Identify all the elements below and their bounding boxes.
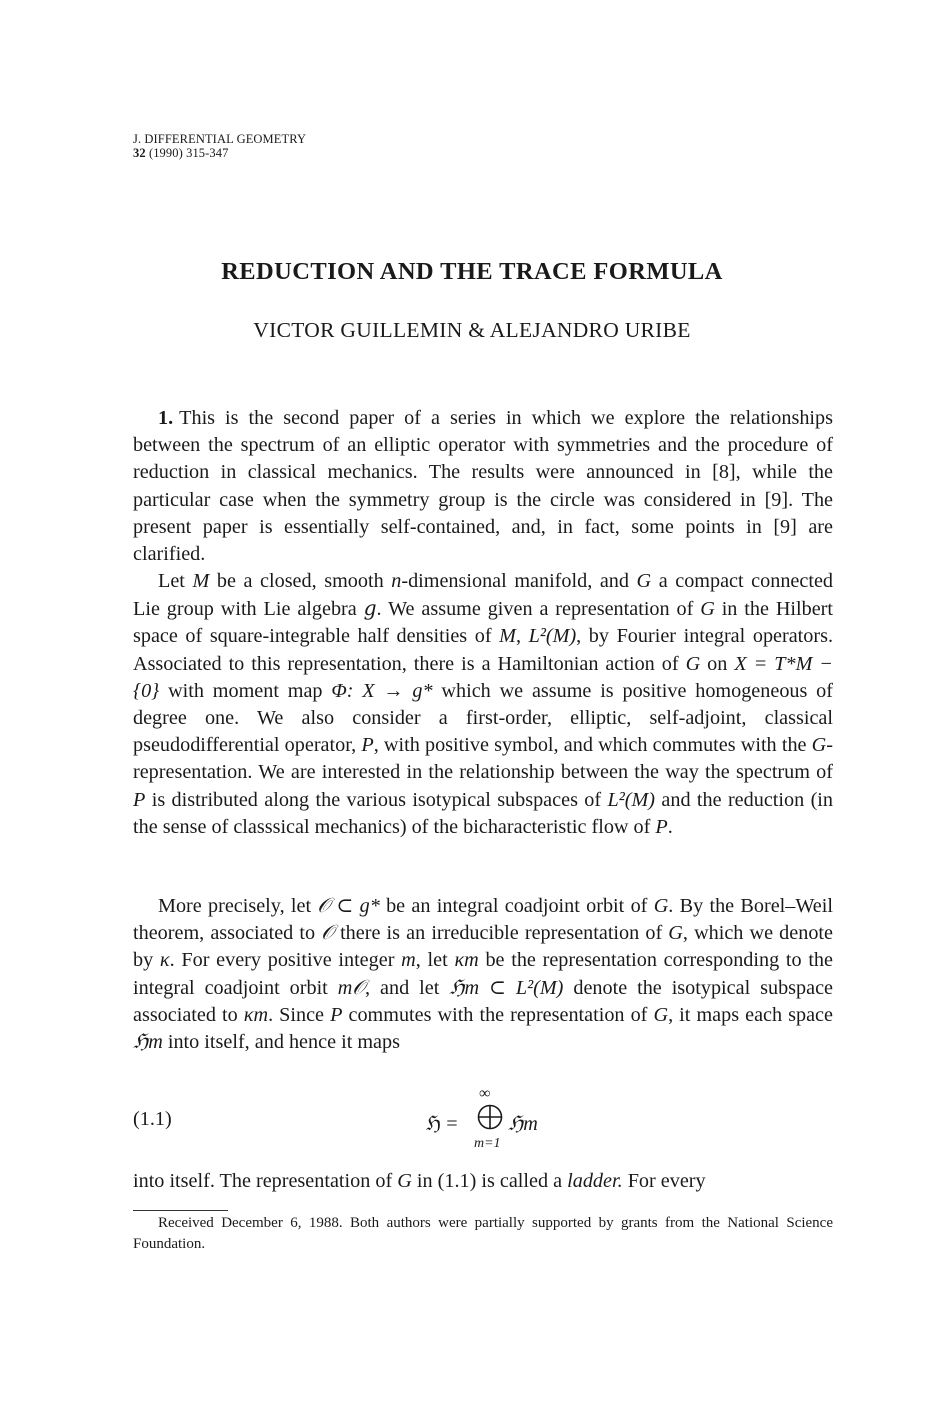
- journal-volume: 32: [133, 146, 146, 160]
- equation-label: (1.1): [133, 1108, 172, 1130]
- journal-issue: [133, 146, 306, 160]
- paragraph-3: More precisely, let 𝒪 ⊂ g* be an integral coadjoint orbit of G. By the Borel–Weil theorem, associated to 𝒪 there is an irreducible representation of G, which we denote by κ. For every positive integer m, let κm be the representation corresponding to the integral coadjoint orbit m𝒪, and let ℌm ⊂ L²(M) denote the isotypical subspace associated to κm. Since P commutes with the representation of G, it maps each space ℌm into itself, and hence it maps: [133, 895, 834, 1054]
- equation-lhs: ℌ =: [426, 1113, 458, 1135]
- paragraph-2: Let M be a closed, smooth n-dimensional manifold, and G a compact connected Lie group with Lie algebra g. We assume given a representation of G in the Hilbert space of square-integrable half densities of M, L²(M), by Fourier integral operators. Associated to this representation, there is a Hamiltonian action of G on X = T*M − {0} with moment map Φ: X → g* which we assume is positive homogeneous of degree one. We also consider a first-order, elliptic, self-adjoint, classical pseudodifferential operator, P, with positive symbol, and which commutes with the G-representation. We are interested in the relationship between the way the spectrum of P is distributed along the various isotypical subspaces of L²(M) and the reduction (in the sense of classsical mechanics) of the bicharacteristic flow of P.: [133, 570, 834, 838]
- paragraph-1: [133, 405, 833, 568]
- footnote: Received December 6, 1988. Both authors were partially supported by grants from the National Science Foundation.: [133, 1215, 833, 1252]
- journal-header: [133, 132, 306, 160]
- moment-map: Φ: X → g*: [331, 679, 433, 702]
- sum-lower-limit: m=1: [474, 1136, 501, 1151]
- sum-upper-limit: ∞: [479, 1085, 491, 1102]
- l2m-symbol: L²(M): [528, 625, 577, 648]
- paragraph-1-text: This is the second paper of a series in which we explore the relationships between the spectrum of an elliptic operator with symmetries and the procedure of reduction in classical mechanics. The results were announced in [8], while the particular case when the symmetry group is the circle was considered in [9]. The present paper is essentially self-contained, and, in fact, some points in [9] are clarified.: [133, 407, 833, 566]
- paragraph-4: into itself. The representation of G in (1.1) is called a ladder. For every: [133, 1170, 706, 1192]
- paper-title: REDUCTION AND THE TRACE FORMULA: [221, 258, 723, 285]
- journal-name: J. DIFFERENTIAL GEOMETRY: [133, 132, 307, 146]
- footnote-divider: [133, 1210, 228, 1211]
- section-number: 1.: [158, 407, 174, 429]
- direct-sum-icon: [477, 1104, 503, 1130]
- equation-rhs: ℌm: [508, 1113, 538, 1135]
- paper-authors: VICTOR GUILLEMIN & ALEJANDRO URIBE: [253, 318, 691, 342]
- journal-pages: (1990) 315-347: [148, 146, 229, 160]
